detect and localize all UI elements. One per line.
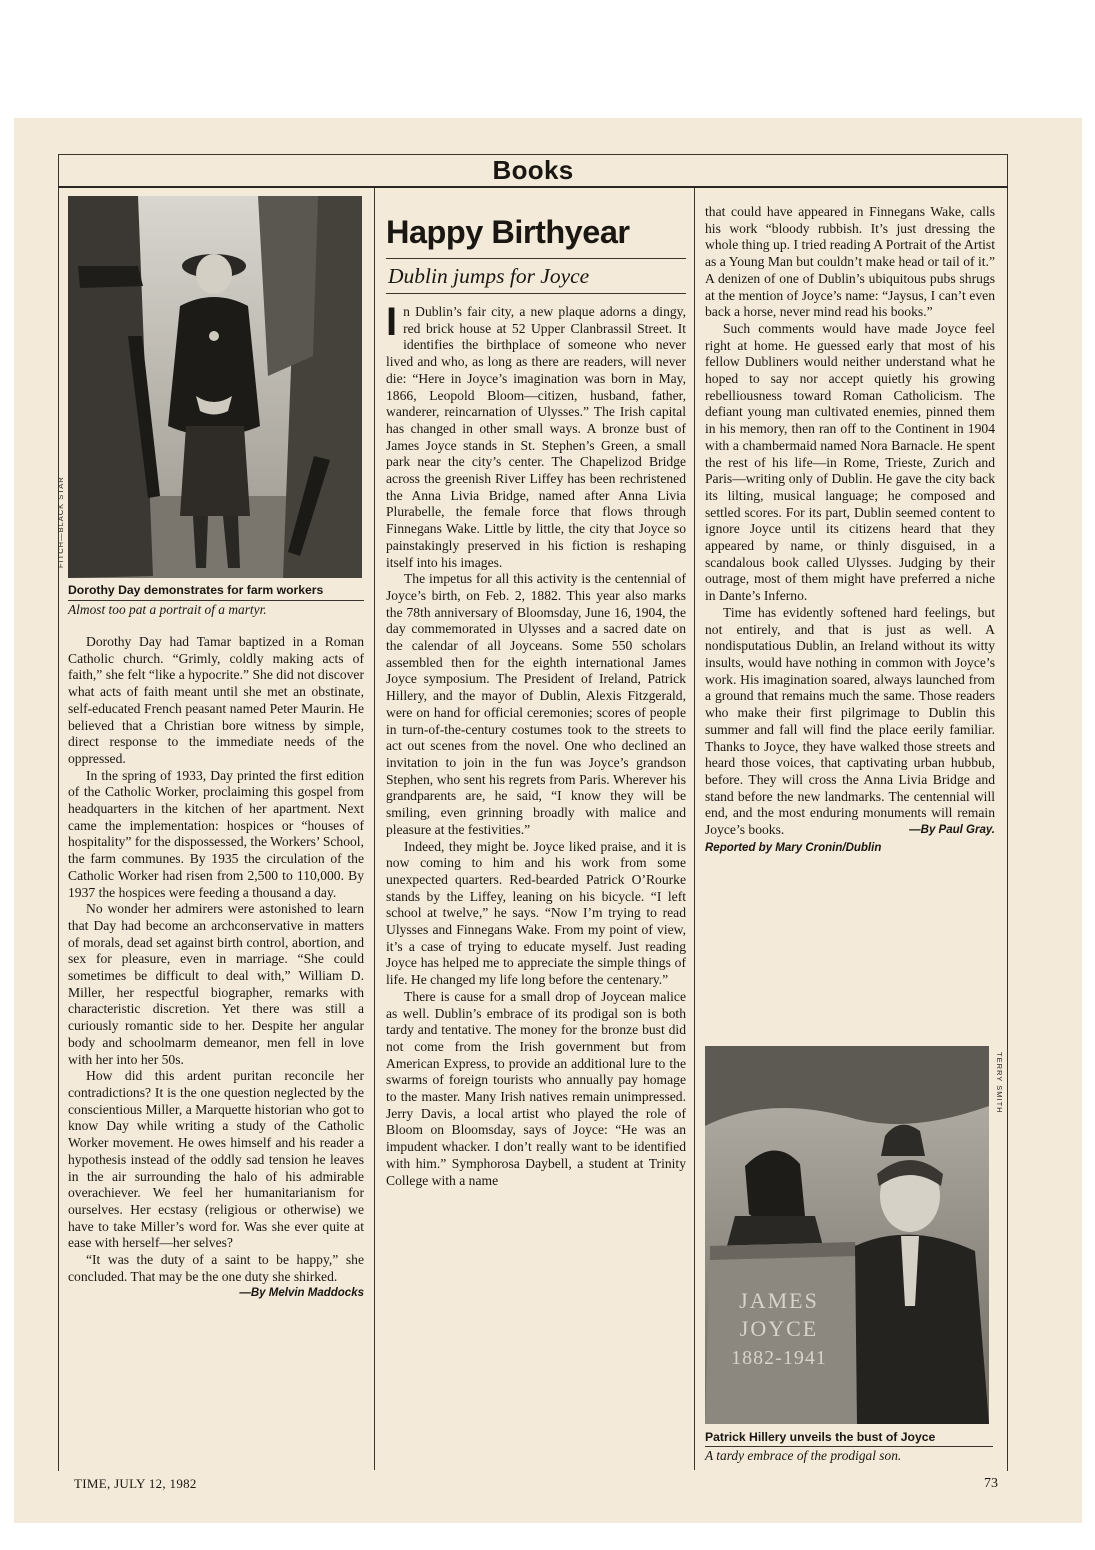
right-column-text	[705, 204, 995, 856]
left-byline: —By Melvin Maddocks	[239, 1287, 364, 1300]
right-photo-subcaption: A tardy embrace of the prodigal son.	[705, 1448, 902, 1463]
left-paragraph: No wonder her admirers were astonished to learn that Day had become an archconservative in matters of morals, dead set against birth control, abortion, and sex for pleasure, even in marriage. “She could sometimes be difficult to deal with,” William D. Miller, her respectful biographer, remarks with characteristic discretion. Yet there was still a curiously romantic side to her. Despite her angular body and schoolmarm demeanor, men fell in love with her into her 50s.	[68, 901, 364, 1067]
left-photo-caption: Dorothy Day demonstrates for farm workers	[68, 583, 324, 597]
lead-paragraph	[386, 300, 686, 571]
middle-column-text	[386, 300, 686, 1189]
issue-folio: TIME, JULY 12, 1982	[74, 1476, 197, 1491]
section-title: Books	[492, 155, 574, 185]
right-byline: —By Paul Gray.	[909, 824, 995, 837]
joyce-bust-photo	[705, 1046, 989, 1424]
right-paragraph: Such comments would have made Joyce feel right at home. He guessed early that most of his fellow Dubliners would neither understand what he hoped to say nor accept quietly his growing rebelliousness toward Roman Catholicism. The defiant young man cultivated enemies, pinned them in his memory, then ran off to the Continent in 1904 with a chambermaid named Nora Barnacle. He spent the rest of his life—in Rome, Trieste, Zurich and Paris—writing only of Dublin. He gave the city back its lilting, musical language; he composed and settled scores. For its part, Dublin seemed content to ignore Joyce until its citizens heard that they appeared by name, or thinly disguised, in a scandalous book called Ulysses. Judging by their outrage, most of them might have preferred a niche in Dante’s Inferno.	[705, 320, 995, 604]
dorothy-day-illustration	[68, 196, 362, 578]
left-paragraph: How did this ardent puritan reconcile her contradictions? It is the one question neglected by the conscientious Miller, a Marquette historian who got to know Day while writing a study of the Catholic Worker movement. He owes himself and his reader a hypothesis instead of the oddly sad tension he leaves in the air surrounding the halo of his admirable overachiever. We feel her humanitarianism for ourselves. Her ecstasy (religious or otherwise) we have to take Miller’s word for. Was she ever quite at ease with herself—her selves?	[68, 1068, 364, 1251]
photo-credit-right: TERRY SMITH	[995, 1052, 1004, 1114]
page-number: 73	[984, 1476, 998, 1491]
middle-paragraph: The impetus for all this activity is the centennial of Joyce’s birth, on Feb. 2, 1882. This year also marks the 78th anniversary of Bloomsday, June 16, 1904, the day commemorated in Ulysses and a sacred date on the calendar of all Joyceans. Some 550 scholars assembled then for the eighth international James Joyce symposium. The President of Ireland, Patrick Hillery, and the mayor of Dublin, Alexis Fitzgerald, were on hand for official ceremonies; scores of people in turn-of-the-century costumes took to the streets to act out scenes from the novel. One who declined an invitation to join in the fun was Joyce’s grandson Stephen, who sent his regrets from Paris. Wherever his grandparents are, he said, “I know they will be smiling, even grinning broadly with malice and pleasure at the festivities.”	[386, 571, 686, 837]
column-rule-right	[694, 188, 695, 1470]
headline-rule	[386, 258, 686, 259]
reported-by-text: Reported by Mary Cronin/Dublin	[705, 841, 882, 854]
subhead: Dublin jumps for Joyce	[388, 264, 590, 288]
headline: Happy Birthyear	[386, 214, 630, 250]
lead-paragraph-text: n Dublin’s fair city, a new plaque adorns a dingy, red brick house at 52 Upper Clanbrassil Street. It identifies the birthplace of someone who never lived and who, as long as there are readers, will never die: “Here in Joyce’s imagination was born in May, 1866, Leopold Bloom—citizen, husband, father, wanderer, reincarnation of Ulysses.” The Irish capital has changed in other small ways. A bronze bust of James Joyce stands in St. Stephen’s Green, a small park near the city’s center. The Chapelizod Bridge across the greenish River Liffey has been rechristened the Anna Livia Bridge, named after Anna Livia Plurabelle, the female force that flows through Finnegans Wake. Little by little, the city that Joyce so painstakingly preserved in his fiction is reshaping itself into his images.	[386, 304, 686, 570]
middle-paragraph: Indeed, they might be. Joyce liked praise, and it is now coming to him and his work from some unexpected quarters. Red-bearded Patrick O’Rourke stands by the Liffey, leaning on his bicycle. “I left school at twelve,” he says. “Now I’m trying to read Ulysses and Finnegans Wake. From my point of view, it’s a case of trying to educate myself. Just reading Joyce has helped me to appreciate the simple things of life. He changed my life long before the centenary.”	[386, 838, 686, 988]
plinth-name: JAMES	[739, 1288, 819, 1313]
dorothy-day-photo	[68, 196, 362, 578]
caption-rule	[68, 600, 364, 601]
left-column-text	[68, 634, 364, 1302]
column-rule-left	[374, 188, 375, 1470]
reported-by	[705, 839, 995, 857]
middle-paragraph: There is cause for a small drop of Joycean malice as well. Dublin’s embrace of its prodigal son is both tardy and tentative. The money for the bronze bust did not come from the Irish government but from American Express, to provide an additional lure to the swarms of foreign tourists who annually pay homage to the master. Many Irish natives remain unimpressed. Jerry Davis, a local artist who played the role of Bloom on Bloomsday, says of Joyce: “He was an impudent whacker. I don’t really want to be identified with him.” Symphorosa Daybell, a student at Trinity College with a name	[386, 988, 686, 1188]
joyce-bust-illustration	[705, 1046, 989, 1424]
drop-cap: I	[386, 300, 398, 344]
plinth-years: 1882-1941	[731, 1347, 827, 1369]
subhead-rule	[386, 293, 686, 294]
left-paragraph: Dorothy Day had Tamar baptized in a Roman Catholic church. “Grimly, coldly making acts of faith,” she felt “like a hypocrite.” She did not discover what acts of faith meant until she met an obstinate, self-educated French peasant named Peter Maurin. He believed that a Christian bore witness by simple, direct response to the immediate needs of the oppressed.	[68, 634, 364, 766]
left-paragraph-final	[68, 1252, 364, 1300]
right-paragraph-text: Time has evidently softened hard feelings, but not entirely, and that is just as well. A nondisputatious Dublin, an Ireland without its witty insults, would have nothing in common with Joyce’s work. His imagination soared, always launched from a ground that remains much the same. Those readers who make their first pilgrimage to Dublin this summer and fall will find the place eerily familiar. Thanks to Joyce, they have walked those streets and heard those voices, that captivating urban hubbub, before. They will cross the Anna Livia Bridge and stand before the new landmarks. The centennial will end, and the most enduring monuments will remain Joyce’s books.	[705, 604, 995, 838]
photo-credit-left: FITCH—BLACK STAR	[56, 476, 65, 568]
left-paragraph: In the spring of 1933, Day printed the first edition of the Catholic Worker, proclaiming this gospel from headquarters in the kitchen of her apartment. Next came the implementation: hospices or “houses of hospitality” for the dispossessed, the Workers’ School, the farm communes. By 1935 the circulation of the Catholic Worker had risen from 2,500 to 110,000. By 1937 the hospices were feeding a thousand a day.	[68, 767, 364, 900]
caption-rule	[705, 1446, 993, 1447]
left-paragraph-text: “It was the duty of a saint to be happy,” she concluded. That may be the one duty she shirked.	[68, 1252, 364, 1284]
right-paragraph-final	[705, 605, 995, 839]
header-rule	[58, 186, 1008, 188]
plinth-name2: JOYCE	[739, 1316, 819, 1341]
right-photo-caption: Patrick Hillery unveils the bust of Joyce	[705, 1430, 936, 1444]
right-paragraph: that could have appeared in Finnegans Wake, calls his work “bloody rubbish. It’s just dressing the whole thing up. I tried reading A Portrait of the Artist as a Young Man but couldn’t make head or tail of it.” A denizen of one of Dublin’s ubiquitous pubs shrugs at the mention of Joyce’s name: “Jaysus, I can’t even back a horse, never mind read his books.”	[705, 204, 995, 320]
left-photo-subcaption: Almost too pat a portrait of a martyr.	[68, 602, 267, 617]
